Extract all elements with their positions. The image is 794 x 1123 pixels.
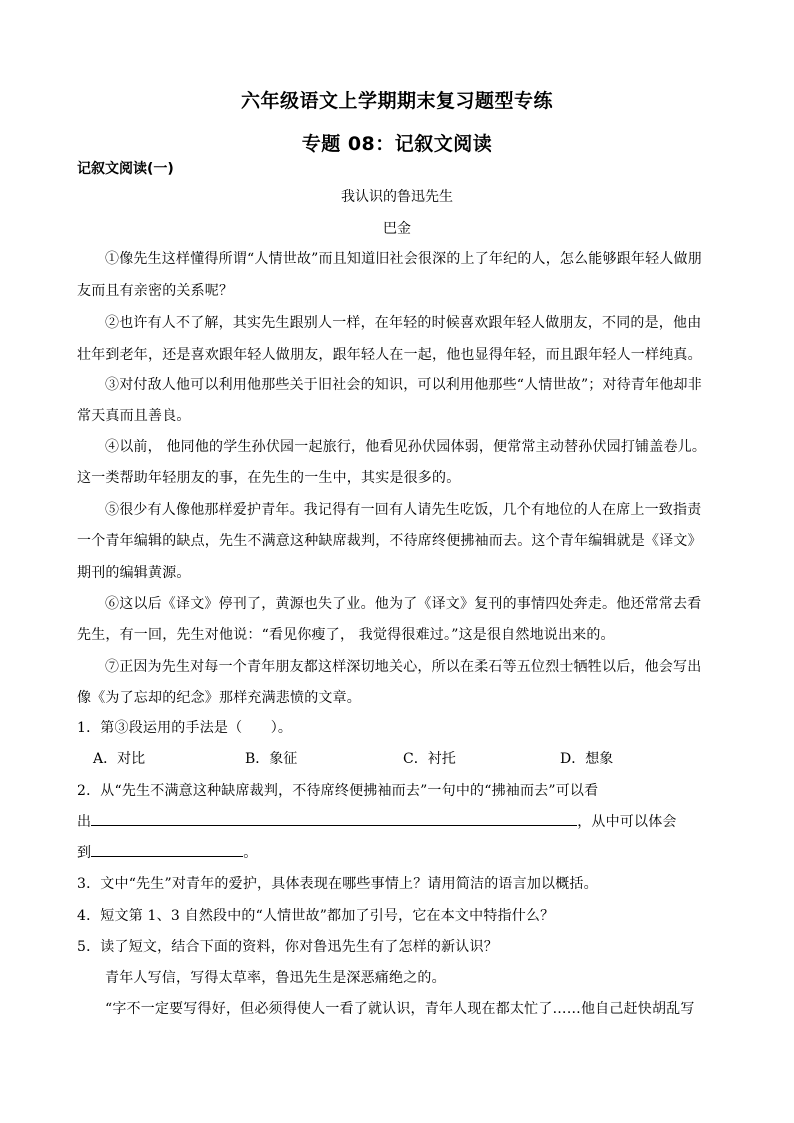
document-subtitle: 专题 08：记叙文阅读 bbox=[301, 133, 493, 155]
option-a: A．对比 bbox=[93, 751, 146, 767]
question-2-text: 到 bbox=[77, 845, 92, 861]
option-d: D．想象 bbox=[560, 751, 614, 767]
material-line: 青年人写信，写得太草率，鲁迅先生是深恶痛绝之的。 bbox=[105, 970, 446, 986]
question-2-text: 出 bbox=[77, 814, 92, 830]
question-5: 5．读了短文，结合下面的资料，你对鲁迅先生有了怎样的新认识？ bbox=[77, 939, 498, 955]
article-line: 友而且有亲密的关系呢？ bbox=[77, 283, 234, 299]
question-2-text: ，从中可以体会 bbox=[577, 814, 677, 830]
article-line: ⑥这以后《译文》停刊了，黄源也失了业。他为了《译文》复刊的事情四处奔走。他还常常去看 bbox=[105, 596, 702, 612]
article-line: 期刊的编辑黄源。 bbox=[77, 565, 191, 581]
question-1: 1．第③段运用的手法是（ ）。 bbox=[77, 720, 293, 736]
option-c: C．衬托 bbox=[403, 751, 456, 767]
article-line: ③对付敌人他可以利用他那些关于旧社会的知识，可以利用他那些“人情世故”；对待青年他却非 bbox=[105, 377, 702, 393]
article-line: ①像先生这样懂得所谓“人情世故”而且知道旧社会很深的上了年纪的人，怎么能够跟年轻人做朋 bbox=[105, 251, 702, 267]
article-line: 壮年到老年，还是喜欢跟年轻人做朋友，跟年轻人在一起，他也显得年轻，而且跟年轻人一样纯真。 bbox=[77, 347, 702, 363]
article-line: 先生，有一回，先生对他说：“看见你瘦了， 我觉得很难过。”这是很自然地说出来的。 bbox=[77, 627, 615, 643]
article-line: 像《为了忘却的纪念》那样充满悲愤的文章。 bbox=[77, 690, 361, 706]
material-line: “字不一定要写得好，但必须得使人一看了就认识，青年人现在都太忙了……他自己赶快胡乱写 bbox=[105, 1001, 695, 1017]
article-line: ④以前， 他同他的学生孙伏园一起旅行，他看见孙伏园体弱，便常常主动替孙伏园打铺盖卷儿。 bbox=[105, 439, 707, 455]
article-line: 一个青年编辑的缺点，先生不满意这种缺席裁判，不待席终便拂袖而去。这个青年编辑就是《译文》 bbox=[77, 533, 702, 549]
article-line: ②也许有人不了解，其实先生跟别人一样，在年轻的时候喜欢跟年轻人做朋友，不同的是，他由 bbox=[105, 315, 702, 331]
question-3: 3．文中“先生”对青年的爱护，具体表现在哪些事情上？请用简洁的语言加以概括。 bbox=[77, 876, 598, 892]
option-b: B．象征 bbox=[245, 751, 298, 767]
answer-blank[interactable] bbox=[91, 811, 577, 826]
question-2-line-3 bbox=[77, 842, 257, 862]
article-line: ⑤很少有人像他那样爱护青年。我记得有一回有人请先生吃饭，几个有地位的人在席上一致指责 bbox=[105, 502, 702, 518]
question-4: 4．短文第 1、3 自然段中的“人情世故”都加了引号，它在本文中特指什么？ bbox=[77, 908, 555, 924]
article-author: 巴金 bbox=[383, 221, 411, 237]
document-title: 六年级语文上学期期末复习题型专练 bbox=[240, 90, 553, 112]
article-line: 常天真而且善良。 bbox=[77, 408, 191, 424]
question-2: 2．从“先生不满意这种缺席裁判，不待席终便拂袖而去”一句中的“拂袖而去”可以看 bbox=[77, 783, 599, 799]
question-2-line-2 bbox=[77, 811, 677, 831]
article-line: ⑦正因为先生对每一个青年朋友都这样深切地关心，所以在柔石等五位烈士牺牲以后，他会写出 bbox=[105, 659, 702, 675]
article-line: 这一类帮助年轻朋友的事，在先生的一生中，其实是很多的。 bbox=[77, 470, 461, 486]
answer-blank[interactable] bbox=[91, 842, 243, 857]
question-2-text: 。 bbox=[243, 845, 258, 861]
section-heading: 记叙文阅读(一) bbox=[77, 161, 174, 177]
article-title: 我认识的鲁迅先生 bbox=[341, 189, 453, 205]
